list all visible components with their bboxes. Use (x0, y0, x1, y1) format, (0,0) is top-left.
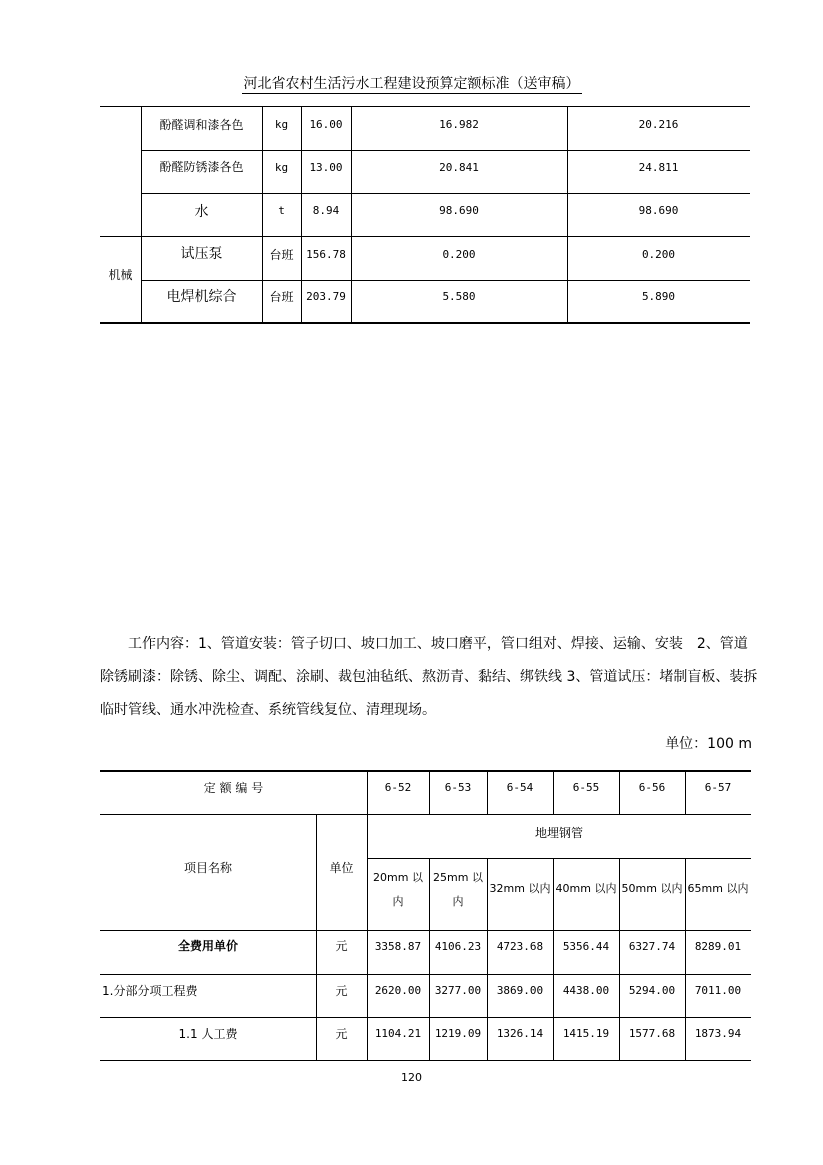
material-unit: t (278, 204, 285, 217)
material-unit: kg (274, 118, 289, 131)
material-value-2: 20.216 (638, 118, 679, 131)
material-name: 酚醛防锈漆各色 (159, 160, 244, 174)
group-header: 地埋钢管 (534, 826, 583, 840)
material-value-1: 20.841 (439, 161, 479, 174)
row-value: 1104.21 (374, 1027, 422, 1040)
table-top-border (100, 770, 751, 772)
machine-unit: 台班 (269, 248, 294, 262)
header-title-text: 河北省农村生活污水工程建设预算定额标准（送审稿） (243, 76, 580, 92)
row-value: 5356.44 (562, 940, 610, 953)
row-value: 1577.68 (628, 1027, 676, 1040)
page-header-title (0, 73, 823, 93)
work-content-paragraph: 工作内容：1、管道安装：管子切口、坡口加工、坡口磨平，管口组对、焊接、运输、安装 2、管道除锈刷漆：除锈、除尘、调配、涂刷、裁包油毡纸、熬沥青、黏结、绑铁线 3、管道试压：堵制盲板、装拆临时管线、通水冲洗检查、系统管线复位、清理现场。 (100, 636, 758, 718)
row-value: 1326.14 (496, 1027, 544, 1040)
row-value: 4438.00 (562, 984, 610, 997)
row-name: 全费用单价 (177, 939, 238, 953)
quota-code: 6-56 (638, 781, 666, 794)
machine-value-2: 5.890 (641, 290, 676, 303)
machine-price: 203.79 (306, 290, 346, 303)
machine-value-2: 0.200 (641, 248, 676, 261)
row-value: 3277.00 (434, 984, 482, 997)
table-bottom-border (100, 322, 750, 324)
row-unit: 元 (335, 984, 348, 998)
row-divider (141, 193, 750, 194)
row-value: 2620.00 (374, 984, 422, 997)
row-divider (141, 150, 750, 151)
row-value: 1873.94 (694, 1027, 742, 1040)
quota-number-label: 定 额 编 号 (203, 781, 264, 795)
size-header: 65mm 以内 (687, 882, 749, 895)
material-value-1: 98.690 (439, 204, 479, 217)
unit-label: 单位：100 m (665, 736, 752, 752)
material-name: 酚醛调和漆各色 (159, 118, 244, 132)
row-value: 6327.74 (628, 940, 676, 953)
material-unit: kg (274, 161, 289, 174)
machine-name: 试压泵 (180, 246, 223, 262)
row-value: 8289.01 (694, 940, 742, 953)
quota-code: 6-57 (704, 781, 732, 794)
row-value: 3869.00 (496, 984, 544, 997)
row-value: 1415.19 (562, 1027, 610, 1040)
machine-value-1: 5.580 (442, 290, 476, 303)
row-value: 1219.09 (434, 1027, 482, 1040)
row-value: 4723.68 (496, 940, 544, 953)
quota-code: 6-52 (384, 781, 412, 794)
material-value-2: 24.811 (638, 161, 679, 174)
size-header: 32mm 以内 (489, 882, 551, 895)
row-divider (100, 974, 751, 975)
material-value-1: 16.982 (439, 118, 479, 131)
row-divider (100, 814, 751, 815)
page-number: 120 (401, 1071, 422, 1084)
row-divider (367, 858, 751, 859)
row-divider (100, 236, 750, 237)
table-border (100, 106, 750, 107)
material-name: 水 (194, 204, 209, 220)
category-machinery: 机械 (108, 268, 133, 282)
row-name: 1.1 人工费 (178, 1027, 238, 1041)
row-value: 4106.23 (434, 940, 482, 953)
size-header: 20mm 以内 (373, 871, 423, 908)
row-value: 3358.87 (374, 940, 422, 953)
quota-code: 6-53 (444, 781, 472, 794)
material-value-2: 98.690 (638, 204, 679, 217)
size-header: 50mm 以内 (621, 882, 683, 895)
row-value: 7011.00 (694, 984, 742, 997)
quota-code: 6-54 (506, 781, 534, 794)
machine-name: 电焊机综合 (166, 289, 237, 305)
size-header: 25mm 以内 (433, 871, 483, 908)
row-divider (141, 280, 750, 281)
machine-price: 156.78 (306, 248, 346, 261)
row-divider (100, 1017, 751, 1018)
table-bottom-border (100, 1060, 751, 1061)
material-price: 13.00 (309, 161, 343, 174)
row-unit: 元 (335, 1027, 348, 1041)
row-name: 1.分部分项工程费 (102, 984, 198, 998)
column-divider (367, 771, 368, 1060)
row-divider (100, 930, 751, 931)
machine-value-1: 0.200 (442, 248, 476, 261)
unit-header: 单位 (329, 861, 354, 875)
material-price: 8.94 (312, 204, 340, 217)
row-value: 5294.00 (628, 984, 676, 997)
item-name-header: 项目名称 (183, 861, 232, 875)
row-unit: 元 (335, 939, 348, 953)
size-header: 40mm 以内 (555, 882, 617, 895)
quota-code: 6-55 (572, 781, 600, 794)
machine-unit: 台班 (269, 290, 294, 304)
material-price: 16.00 (309, 118, 343, 131)
